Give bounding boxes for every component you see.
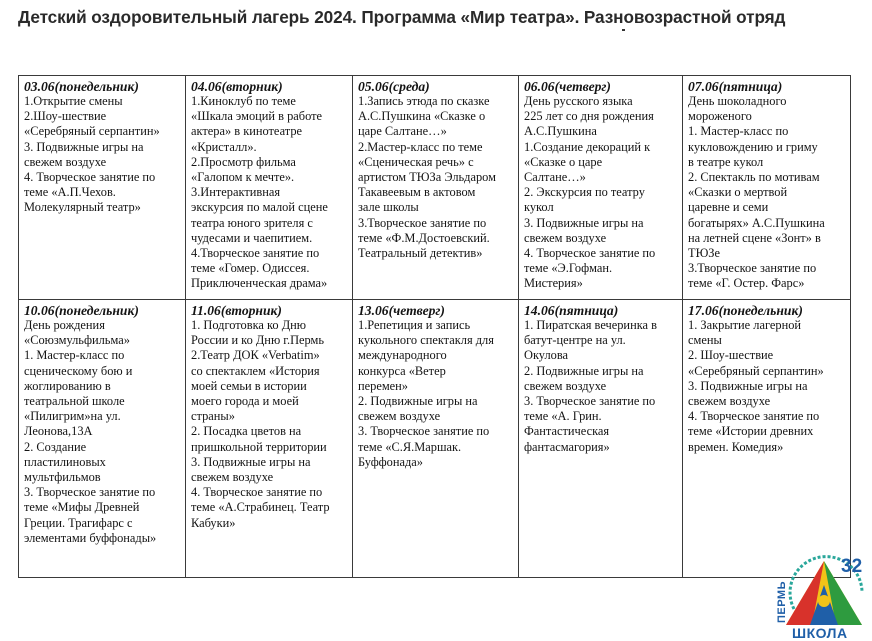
activity-line: 2. Посадка цветов на <box>191 424 302 439</box>
activity-line: 2.Шоу-шествие <box>24 109 107 124</box>
activity-line: пришкольной территории <box>191 439 327 454</box>
activity-line: 1.Открытие смены <box>24 94 123 108</box>
activity-line: царе Салтане…» <box>358 124 447 139</box>
activity-line: 2. Экскурсия по театру <box>524 185 645 200</box>
activity-line: Салтане…» <box>524 170 586 185</box>
scan-speck <box>622 29 625 31</box>
activity-line: 1. Мастер-класс по <box>688 124 789 139</box>
school-logo <box>766 551 872 641</box>
day-cell <box>683 76 851 300</box>
activity-line: 1.Создание декораций к <box>524 139 651 154</box>
activity-line: 3.Интерактивная <box>191 185 281 200</box>
activity-line: царевне и семи <box>688 200 769 215</box>
schedule-row-week-1 <box>19 76 851 300</box>
activity-line: «Серебряный серпантин» <box>688 363 824 378</box>
activity-line: Такавеевым в актовом <box>358 185 476 200</box>
activity-line: международного <box>358 348 447 363</box>
day-cell <box>19 300 186 578</box>
activity-line: День рождения <box>24 318 105 332</box>
activity-line: 2.Мастер-класс по теме <box>358 139 483 154</box>
activity-line: теме «А.П.Чехов. <box>24 185 116 200</box>
activity-line: теме «А. Грин. <box>524 409 602 424</box>
day-heading: 11.06(вторник) <box>191 303 282 318</box>
activity-line: 2.Театр ДОК «Verbatim» <box>191 348 320 363</box>
activity-line: теме «Г. Остер. Фарс» <box>688 276 805 291</box>
activity-line: «Галопом к мечте». <box>191 170 295 185</box>
schedule-table <box>18 75 851 578</box>
activity-line: теме «А.Страбинец. Театр <box>191 500 330 515</box>
activity-line: Молекулярный театр» <box>24 200 141 215</box>
activity-line: 1. Пиратская вечеринка в <box>524 318 657 332</box>
activity-line: 1.Киноклуб по теме <box>191 94 296 108</box>
activity-line: «Сказки о мертвой <box>688 185 788 200</box>
activity-line: «Кристалл». <box>191 139 257 154</box>
activity-line: пластилиновых <box>24 454 106 469</box>
logo-word: ШКОЛА <box>792 625 848 641</box>
activity-line: на летней сцене «Зонт» в <box>688 230 821 245</box>
activity-line: смены <box>688 333 722 348</box>
activity-line: теме «Истории древних <box>688 424 814 439</box>
activity-line: А.С.Пушкина «Сказке о <box>358 109 486 124</box>
activity-line: свежем воздухе <box>688 394 771 409</box>
activity-line: артистом ТЮЗа Эльдаром <box>358 170 496 185</box>
activity-line: 3. Подвижные игры на <box>524 215 644 230</box>
activity-line: 3. Подвижные игры на <box>24 139 144 154</box>
document-title: Детский оздоровительный лагерь 2024. Программа «Мир театра». Разновозрастной отряд <box>18 7 786 27</box>
day-heading: 04.06(вторник) <box>191 79 283 94</box>
day-cell <box>353 300 519 578</box>
activity-line: 4. Творческое занятие по <box>524 246 656 261</box>
activity-line: элементами буффонады» <box>24 530 157 545</box>
activity-line: 3.Творческое занятие по <box>358 215 487 230</box>
activity-line: 3. Подвижные игры на <box>688 378 808 393</box>
activity-line: А.С.Пушкина <box>524 124 597 139</box>
activity-line: 2. Подвижные игры на <box>358 394 478 409</box>
activity-line: 1.Репетиция и запись <box>358 318 471 332</box>
activity-line: 225 лет со дня рождения <box>524 109 654 124</box>
activity-line: «Серебряный серпантин» <box>24 124 160 139</box>
activity-line: 3. Творческое занятие по <box>24 485 156 500</box>
activity-line: актера» в кинотеатре <box>191 124 303 139</box>
activity-line: моего города и моей <box>191 394 299 409</box>
activity-line: конкурса «Ветер <box>358 363 446 378</box>
activity-line: богатырях» А.С.Пушкина <box>688 215 825 230</box>
day-heading: 03.06(понедельник) <box>24 79 139 94</box>
activity-line: Леонова,13А <box>24 424 93 439</box>
activity-line: 2. Шоу-шествие <box>688 348 774 363</box>
day-heading: 10.06(понедельник) <box>24 303 139 318</box>
activity-line: времен. Комедия» <box>688 439 784 454</box>
activity-line: батут-центре на ул. <box>524 333 626 348</box>
activity-line: 4. Творческое занятие по <box>191 485 323 500</box>
activity-line: Театральный детектив» <box>358 246 483 261</box>
activity-line: сценическому бою и <box>24 363 133 378</box>
day-cell <box>19 76 186 300</box>
activity-line: Греции. Трагифарс с <box>24 515 133 530</box>
activity-line: зале школы <box>358 200 419 215</box>
day-cell <box>519 300 683 578</box>
activity-line: 1. Закрытие лагерной <box>688 318 802 332</box>
activity-line: страны» <box>191 409 235 424</box>
day-heading: 13.06(четверг) <box>358 303 445 318</box>
activity-line: теме «С.Я.Маршак. <box>358 439 462 454</box>
activity-line: День русского языка <box>524 94 633 108</box>
activity-line: теме «Мифы Древней <box>24 500 140 515</box>
activity-line: кукольного спектакля для <box>358 333 494 348</box>
day-cell <box>186 300 353 578</box>
activity-line: 3. Творческое занятие по <box>524 394 656 409</box>
logo-flame-icon <box>818 595 830 607</box>
activity-line: «Сказке о царе <box>524 154 603 169</box>
activity-line: свежем воздухе <box>524 378 607 393</box>
activity-line: театра юного зрителя с <box>191 215 313 230</box>
activity-line: свежем воздухе <box>358 409 441 424</box>
activity-line: 1. Подготовка ко Дню <box>191 318 307 332</box>
activity-line: 4. Творческое занятие по <box>688 409 820 424</box>
activity-line: фантасмагория» <box>524 439 610 454</box>
activity-line: мультфильмов <box>24 470 101 485</box>
activity-line: Фантастическая <box>524 424 610 439</box>
activity-line: со спектаклем «История <box>191 363 320 378</box>
day-heading: 14.06(пятница) <box>524 303 619 318</box>
day-heading: 17.06(понедельник) <box>688 303 803 318</box>
day-heading: 05.06(среда) <box>358 79 430 94</box>
day-heading: 06.06(четверг) <box>524 79 611 94</box>
activity-line: «Пилигрим»на ул. <box>24 409 121 424</box>
activity-line: в театре кукол <box>688 154 764 169</box>
day-cell <box>519 76 683 300</box>
day-heading: 07.06(пятница) <box>688 79 783 94</box>
activity-line: теме «Ф.М.Достоевский. <box>358 230 490 245</box>
day-cell <box>683 300 851 578</box>
activity-line: «Союзмульфильма» <box>24 333 130 348</box>
activity-line: 2.Просмотр фильма <box>191 154 296 169</box>
activity-line: теме «Э.Гофман. <box>524 261 613 276</box>
activity-line: 2. Создание <box>24 439 87 454</box>
activity-line: «Сценическая речь» с <box>358 154 474 169</box>
schedule-row-week-2 <box>19 300 851 578</box>
activity-line: 2. Подвижные игры на <box>524 363 644 378</box>
activity-line: мороженого <box>688 109 752 124</box>
activity-line: России и ко Дню г.Пермь <box>191 333 325 348</box>
activity-line: 3. Творческое занятие по <box>358 424 490 439</box>
activity-line: экскурсия по малой сцене <box>191 200 328 215</box>
activity-line: День шоколадного <box>688 94 787 108</box>
activity-line: 3. Подвижные игры на <box>191 454 311 469</box>
activity-line: театральной школе <box>24 394 125 409</box>
day-cell <box>186 76 353 300</box>
activity-line: 4.Творческое занятие по <box>191 246 320 261</box>
activity-line: «Шкала эмоций в работе <box>191 109 323 124</box>
activity-line: 3.Творческое занятие по <box>688 261 817 276</box>
activity-line: кукловождению и гриму <box>688 139 818 154</box>
activity-line: 4. Творческое занятие по <box>24 170 156 185</box>
activity-line: теме «Гомер. Одиссея. <box>191 261 310 276</box>
activity-line: чудесами и чаепитием. <box>191 230 313 245</box>
activity-line: 1.Запись этюда по сказке <box>358 94 490 108</box>
activity-line: 1. Мастер-класс по <box>24 348 125 363</box>
activity-line: Окулова <box>524 348 569 363</box>
activity-line: 2. Спектакль по мотивам <box>688 170 820 185</box>
logo-city: ПЕРМЬ <box>776 580 788 623</box>
activity-line: свежем воздухе <box>24 154 107 169</box>
activity-line: ТЮЗе <box>688 246 721 261</box>
activity-line: Мистерия» <box>524 276 583 291</box>
activity-line: свежем воздухе <box>524 230 607 245</box>
activity-line: Кабуки» <box>191 515 236 530</box>
activity-line: перемен» <box>358 378 408 393</box>
day-cell <box>353 76 519 300</box>
activity-line: Буффонада» <box>358 454 424 469</box>
activity-line: Приключенческая драма» <box>191 276 328 291</box>
activity-line: кукол <box>524 200 554 215</box>
activity-line: жоглированию в <box>24 378 111 393</box>
logo-number: 32 <box>841 556 863 577</box>
activity-line: свежем воздухе <box>191 470 274 485</box>
activity-line: моей семьи в истории <box>191 378 307 393</box>
